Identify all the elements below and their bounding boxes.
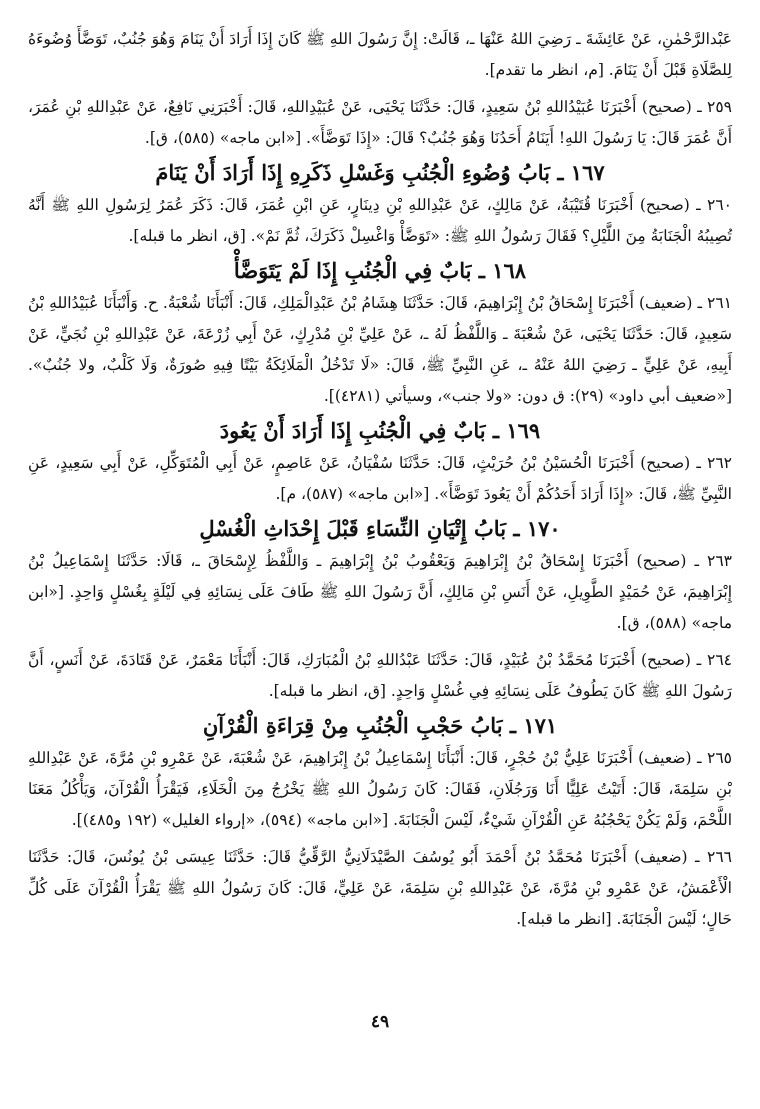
chapter-heading: ١٦٩ ـ بَابٌ فِي الْجُنُبِ إِذَا أَرَادَ أَنْ يَعُودَ [219, 418, 541, 443]
hadith-paragraph: ٢٦٢ ـ (صحيح) أَخْبَرَنَا الْحُسَيْنُ بْنُ حُرَيْثٍ، قَالَ: حَدَّثَنَا سُفْيَانُ، عَنْ عَاصِمٍ، عَنْ أَبِي الْمُتَوَكِّلِ، عَنْ أَبِي سَعِيدٍ، عَنِ النَّبِيِّ ﷺ، قَالَ: «إِذَا أَرَادَ أَحَدُكُمْ أَنْ يَعُودَ تَوَضَّأَ». [«ابن ماجه» (٥٨٧)، م]. [28, 454, 732, 503]
hadith-paragraph: ٢٦١ ـ (ضعيف) أَخْبَرَنَا إِسْحَاقُ بْنُ إِبْرَاهِيمَ، قَالَ: حَدَّثَنَا هِشَامُ بْنُ عَبْدِالْمَلِكِ، قَالَ: أَنْبَأَنَا شُعْبَةُ. ح. وَأَنْبَأَنَا عُبَيْدُاللهِ بْنُ سَعِيدٍ، قَالَ: حَدَّثَنَا يَحْيَى، عَنْ شُعْبَةَ ـ وَاللَّفْظُ لَهُ ـ، عَنْ عَلِيِّ بْنِ مُدْرِكٍ، عَنْ أَبِي زُرْعَةَ، عَنْ عَبْدِاللهِ بْنِ نُجَيٍّ، عَنْ أَبِيهِ، عَنْ عَلِيٍّ ـ رَضِيَ اللهُ عَنْهُ ـ، عَنِ النَّبِيِّ ﷺ، قَالَ: «لَا تَدْخُلُ الْمَلَائِكَةُ بَيْتًا فِيهِ صُورَةٌ، وَلَا كَلْبٌ، ولا جُنُبٌ». [«ضعيف أبي داود» (٢٩): ق دون: «ولا جنب»، وسيأتي (٤٢٨١)]. [28, 294, 732, 405]
chapter-heading: ١٧١ ـ بَابُ حَجْبِ الْجُنُبِ مِنْ قِرَاءَةِ الْقُرْآنِ [202, 713, 558, 738]
hadith-paragraph: ٢٥٩ ـ (صحيح) أَخْبَرَنَا عُبَيْدُاللهِ بْنُ سَعِيدٍ، قَالَ: حَدَّثَنَا يَحْيَى، عَنْ عُبَيْدِاللهِ، قَالَ: أَخْبَرَنِي نَافِعٌ، عَنْ عَبْدِاللهِ بْنِ عُمَرَ، أَنَّ عُمَرَ قَالَ: يَا رَسُولَ اللهِ! أَيَنَامُ أَحَدُنَا وَهُوَ جُنُبٌ؟ قَالَ: «إِذَا تَوَضَّأَ». [«ابن ماجه» (٥٨٥)، ق]. [28, 98, 732, 147]
page-content [28, 24, 732, 935]
hadith-paragraph: عَبْدالرَّحْمٰنِ، عَنْ عَائِشَةَ ـ رَضِيَ اللهُ عَنْهَا ـ، قَالَتْ: إِنَّ رَسُولَ اللهِ ﷺ كَانَ إِذَا أَرَادَ أَنْ يَنَامَ وَهُوَ جُنُبٌ، تَوَضَّأَ وُضُوءَهُ لِلصَّلَاةِ قَبْلَ أَنْ يَنَامَ. [م، انظر ما تقدم]. [28, 30, 732, 79]
hadith-paragraph: ٢٦٠ ـ (صحيح) أَخْبَرَنَا قُتَيْبَةُ، عَنْ مَالِكٍ، عَنْ عَبْدِاللهِ بْنِ دِينَارٍ، عَنِ ابْنِ عُمَرَ، قَالَ: ذَكَرَ عُمَرُ لِرَسُولِ اللهِ ﷺ أَنَّهُ تُصِيبُهُ الْجَنَابَةُ مِنَ اللَّيْلِ؟ فَقَالَ رَسُولُ اللهِ ﷺ: «تَوَضَّأْ وَاغْسِلْ ذَكَرَكَ، ثُمَّ نَمْ». [ق، انظر ما قبله]. [28, 196, 732, 245]
chapter-heading: ١٦٧ ـ بَابُ وُضُوءِ الْجُنُبِ وَغَسْلِ ذَكَرِهِ إِذَا أَرَادَ أَنْ يَنَامَ [155, 160, 605, 185]
hadith-paragraph: ٢٦٤ ـ (صحيح) أَخْبَرَنَا مُحَمَّدُ بْنُ عُبَيْدٍ، قَالَ: حَدَّثَنَا عَبْدُاللهِ بْنُ الْمُبَارَكِ، قَالَ: أَنْبَأَنَا مَعْمَرٌ، عَنْ قَتَادَةَ، عَنْ أَنَسٍ، أَنَّ رَسُولَ اللهِ ﷺ كَانَ يَطُوفُ عَلَى نِسَائِهِ فِي غُسْلٍ وَاحِدٍ. [ق، انظر ما قبله]. [28, 651, 732, 700]
page-number: ٤٩ [370, 1012, 390, 1032]
hadith-paragraph: ٢٦٣ ـ (صحيح) أَخْبَرَنَا إِسْحَاقُ بْنُ إِبْرَاهِيمَ وَيَعْقُوبُ بْنُ إِبْرَاهِيمَ ـ وَاللَّفْظُ لِإِسْحَاقَ ـ، قَالَا: حَدَّثَنَا إِسْمَاعِيلُ بْنُ إِبْرَاهِيمَ، عَنْ حُمَيْدٍ الطَّوِيلِ، عَنْ أَنَسِ بْنِ مَالِكٍ، أَنَّ رَسُولَ اللهِ ﷺ طَافَ عَلَى نِسَائِهِ فِي لَيْلَةٍ بِغُسْلٍ وَاحِدٍ. [«ابن ماجه» (٥٨٨)، ق]. [28, 552, 732, 632]
chapter-heading: ١٦٨ ـ بَابٌ فِي الْجُنُبِ إِذَا لَمْ يَتَوَضَّأْ [233, 258, 527, 283]
chapter-heading: ١٧٠ ـ بَابُ إِتْيَانِ النِّسَاءِ قَبْلَ إِحْدَاثِ الْغُسْلِ [199, 516, 561, 541]
hadith-paragraph: ٢٦٦ ـ (ضعيف) أَخْبَرَنَا مُحَمَّدُ بْنُ أَحْمَدَ أَبُو يُوسُفَ الصَّيْدَلَانِيُّ الرَّقِّيُّ قَالَ: حَدَّثَنَا عِيسَى بْنُ يُونُسَ، قَالَ: حَدَّثَنَا الْأَعْمَشُ، عَنْ عَمْرِو بْنِ مُرَّةَ، عَنْ عَبْدِاللهِ بْنِ سَلِمَةَ، عَنْ عَلِيٍّ، قَالَ: كَانَ رَسُولُ اللهِ ﷺ يَقْرَأُ الْقُرْآنَ عَلَى كُلِّ حَالٍ؛ لَيْسَ الْجَنَابَةَ. [انظر ما قبله]. [28, 848, 732, 928]
hadith-paragraph: ٢٦٥ ـ (ضعيف) أَخْبَرَنَا عَلِيُّ بْنُ حُجْرٍ، قَالَ: أَنْبَأَنَا إِسْمَاعِيلُ بْنُ إِبْرَاهِيمَ، عَنْ شُعْبَةَ، عَنْ عَمْرِو بْنِ مُرَّةَ، عَنْ عَبْدِاللهِ بْنِ سَلِمَةَ، قَالَ: أَتَيْتُ عَلِيًّا أَنَا وَرَجُلَانِ، فَقَالَ: كَانَ رَسُولُ اللهِ ﷺ يَخْرُجُ مِنَ الْخَلَاءِ، فَيَقْرَأُ الْقُرْآنَ، وَيَأْكُلُ مَعَنَا اللَّحْمَ، وَلَمْ يَكُنْ يَحْجُبُهُ عَنِ الْقُرْآنِ شَيْءٌ، لَيْسَ الْجَنَابَةَ. [«ابن ماجه» (٥٩٤)، «إرواء الغليل» (١٩٢ و٤٨٥)]. [28, 749, 732, 829]
